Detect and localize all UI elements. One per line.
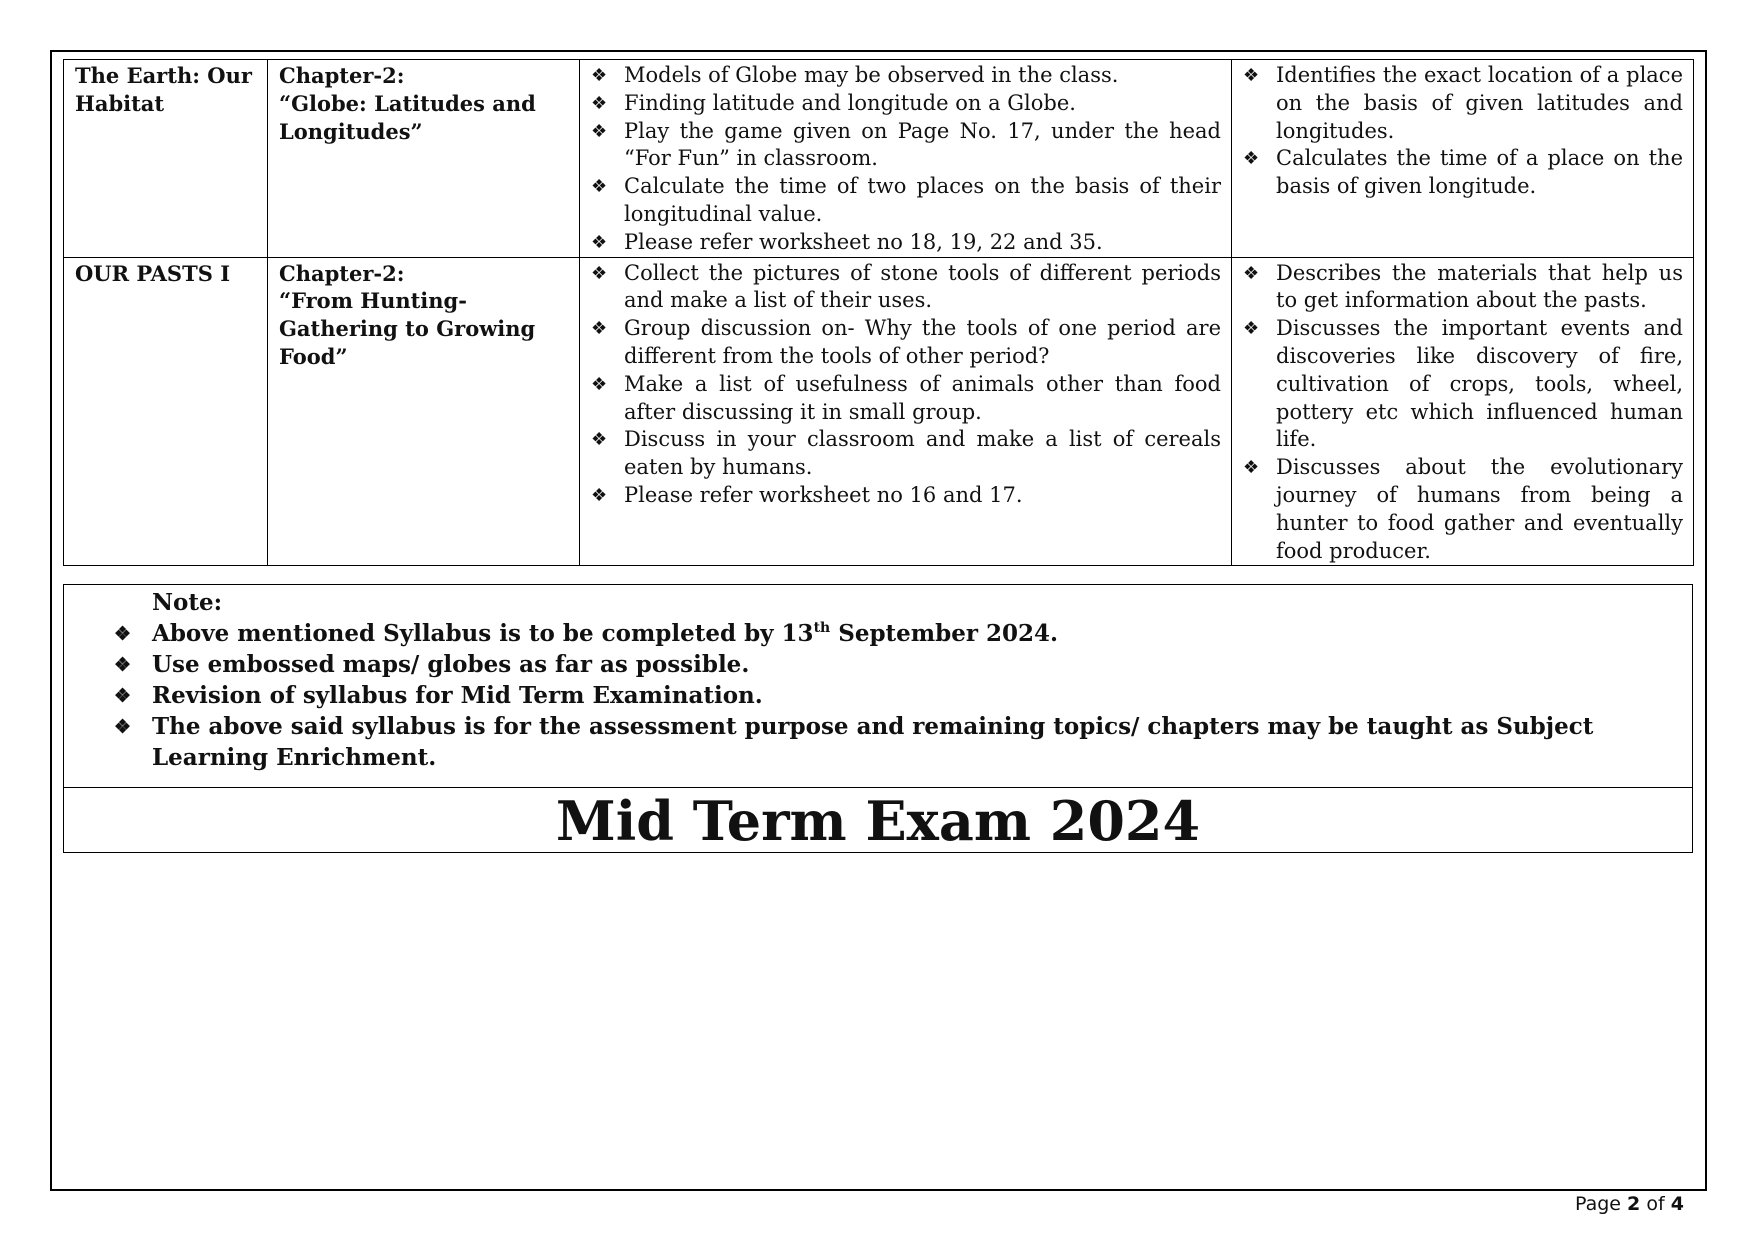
list-item: ❖ Revision of syllabus for Mid Term Examination. xyxy=(114,680,1652,711)
list-item: ❖ Please refer worksheet no 16 and 17. xyxy=(591,482,1221,510)
chapter-title: “Globe: Latitudes and Longitudes” xyxy=(279,90,536,144)
note-text: Above mentioned Syllabus is to be completed by 13 xyxy=(152,620,814,647)
table-row xyxy=(64,60,1694,258)
chapter-title: “From Hunting-Gathering to Growing Food” xyxy=(279,288,536,369)
activities-cell xyxy=(580,60,1232,258)
chapter-cell xyxy=(268,257,580,566)
list-item: ❖ Make a list of usefulness of animals other than food after discussing it in small group. xyxy=(591,371,1221,427)
activities-cell xyxy=(580,257,1232,566)
list-item: ❖ Discusses the important events and discoveries like discovery of fire, cultivation of crops, tools, wheel, pottery etc which influenced human life. xyxy=(1243,315,1683,454)
chapter-number: Chapter-2: xyxy=(279,63,405,88)
list-item: ❖ Use embossed maps/ globes as far as possible. xyxy=(114,649,1652,680)
list-item: ❖ Calculates the time of a place on the basis of given longitude. xyxy=(1243,145,1683,201)
list-item: ❖ Group discussion on- Why the tools of one period are different from the tools of other period? xyxy=(591,315,1221,371)
list-item: ❖ Models of Globe may be observed in the class. xyxy=(591,62,1221,90)
syllabus-table xyxy=(63,59,1694,566)
page-number: Page 2 of 4 xyxy=(1575,1193,1684,1215)
book-cell: OUR PASTS I xyxy=(64,257,268,566)
list-item: ❖ Describes the materials that help us to get information about the pasts. xyxy=(1243,260,1683,316)
list-item: ❖ Discuss in your classroom and make a list of cereals eaten by humans. xyxy=(591,426,1221,482)
list-item: ❖ Identifies the exact location of a place on the basis of given latitudes and longitudes. xyxy=(1243,62,1683,145)
note-title: Note: xyxy=(152,589,223,616)
note-box xyxy=(63,584,1693,788)
note-text: September 2024. xyxy=(830,620,1059,647)
list-item: ❖ Collect the pictures of stone tools of different periods and make a list of their uses. xyxy=(591,260,1221,316)
list-item: ❖ Play the game given on Page No. 17, under the head “For Fun” in classroom. xyxy=(591,118,1221,174)
chapter-number: Chapter-2: xyxy=(279,260,405,286)
list-item: ❖ Discusses about the evolutionary journey of humans from being a hunter to food gather and eventually food producer. xyxy=(1243,454,1683,565)
chapter-cell xyxy=(268,60,580,258)
list-item: ❖ Please refer worksheet no 18, 19, 22 and 35. xyxy=(591,229,1221,257)
outcomes-cell xyxy=(1232,60,1694,258)
list-item: ❖ Calculate the time of two places on the basis of their longitudinal value. xyxy=(591,173,1221,229)
list-item: ❖ The above said syllabus is for the assessment purpose and remaining topics/ chapters may be taught as Subject Learning Enrichment. xyxy=(114,711,1652,773)
list-item: ❖ Finding latitude and longitude on a Globe. xyxy=(591,90,1221,118)
ordinal-suffix: th xyxy=(813,620,831,636)
book-cell: The Earth: Our Habitat xyxy=(64,60,268,258)
table-row xyxy=(64,257,1694,566)
outcomes-cell xyxy=(1232,257,1694,566)
exam-heading: Mid Term Exam 2024 xyxy=(63,787,1693,853)
list-item xyxy=(114,618,1652,649)
